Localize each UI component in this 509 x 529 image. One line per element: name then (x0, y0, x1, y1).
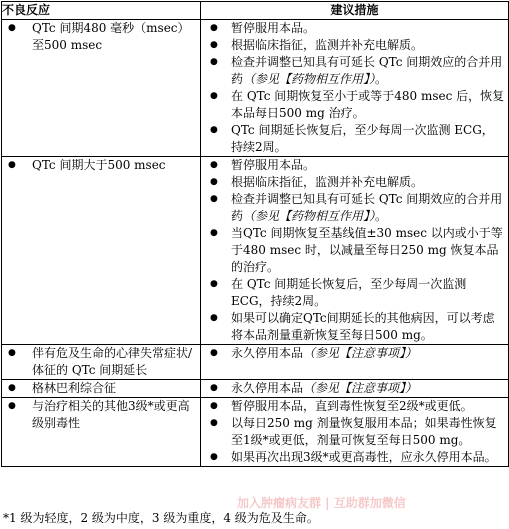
table-row (2, 20, 509, 157)
action-text: 检查并调整已知具有可延长 QTc 间期效应的合并用药 (231, 192, 503, 223)
adverse-reaction-text: ● QTc 间期480 毫秒（msec）至500 msec (2, 20, 200, 54)
action-item (201, 54, 508, 88)
recommended-action-cell (201, 345, 509, 380)
action-text: 根据临床指征，监测并补充电解质。 (231, 175, 424, 189)
adverse-reaction-cell (2, 380, 201, 398)
recommended-action-cell (201, 157, 509, 345)
adverse-reaction-cell (2, 345, 201, 380)
cross-reference: （参见【注意事项】） (303, 381, 418, 395)
footnote: *1 级为轻度，2 级为中度，3 级为重度，4 级为危及生命。 (3, 511, 319, 525)
table-row (2, 345, 509, 380)
adverse-reaction-cell (2, 398, 201, 467)
action-item (201, 380, 508, 397)
adverse-reaction-cell (2, 20, 201, 157)
cross-reference: （参见【药物相互作用】） (243, 209, 376, 223)
table-row (2, 157, 509, 345)
action-item (201, 449, 508, 466)
action-item (201, 157, 508, 174)
action-text: 检查并调整已知具有可延长 QTc 间期效应的合并用药 (231, 55, 503, 86)
adverse-reaction-text: ● QTc 间期大于500 msec (2, 157, 200, 174)
cross-reference: （参见【药物相互作用】） (243, 72, 376, 86)
recommended-action-cell (201, 398, 509, 467)
action-text: 当QTc 间期恢复至基线值±30 msec 以内或小于等于480 msec 时，以减量至每日250 mg 恢复本品的治疗。 (231, 226, 503, 274)
cross-reference: （参见【注意事项】） (303, 346, 418, 360)
action-item (201, 415, 508, 449)
table-row (2, 398, 509, 467)
action-text: 如果再次出现3级*或更高毒性，应永久停用本品。 (231, 450, 497, 464)
action-item (201, 191, 508, 225)
action-text: 暂停服用本品，直到毒性恢复至2级*或更低。 (231, 399, 473, 413)
action-item (201, 20, 508, 37)
action-text: 暂停服用本品。 (231, 21, 316, 35)
action-item (201, 225, 508, 276)
action-text-end: 。 (375, 72, 388, 86)
action-text: 在 QTc 间期延长恢复后，至少每周一次监测 ECG，持续2周。 (231, 277, 467, 308)
recommended-action-cell (201, 380, 509, 398)
watermark-text: 加入肿瘤病友群 | 互助群加微信 (237, 496, 406, 510)
action-item (201, 310, 508, 344)
header-recommended-action: 建议措施 (201, 2, 509, 20)
action-text: 永久停用本品 (231, 346, 304, 360)
action-item (201, 88, 508, 122)
adverse-reaction-text: ● 与治疗相关的其他3级*或更高级别毒性 (2, 398, 200, 432)
action-text: 根据临床指征，监测并补充电解质。 (231, 38, 424, 52)
action-text-end: 。 (375, 209, 388, 223)
adverse-reaction-text: ● 格林巴利综合征 (2, 380, 200, 397)
adverse-reaction-cell (2, 157, 201, 345)
action-text: QTc 间期延长恢复后，至少每周一次监测 ECG，持续2周。 (231, 123, 494, 154)
action-text: 在 QTc 间期恢复至小于或等于480 msec 后，恢复本品每日500 mg 治疗。 (231, 89, 505, 120)
action-item (201, 345, 508, 362)
action-item (201, 37, 508, 54)
dose-adjustment-table (1, 1, 509, 467)
action-text: 暂停服用本品。 (231, 158, 316, 172)
recommended-action-cell (201, 20, 509, 157)
table-header-row (2, 2, 509, 20)
table-row (2, 380, 509, 398)
action-text: 永久停用本品 (231, 381, 304, 395)
action-item (201, 174, 508, 191)
adverse-reaction-text: ● 伴有危及生命的心律失常症状/体征的 QTc 间期延长 (2, 345, 200, 379)
action-item (201, 122, 508, 156)
header-adverse-reaction: 不良反应 (2, 2, 201, 20)
action-text: 如果可以确定QTc间期延长的其他病因，可以考虑将本品剂量重新恢复至每日500 mg。 (231, 311, 495, 342)
action-text: 以每日250 mg 剂量恢复服用本品；如果毒性恢复至1级*或更低，剂量可恢复至每日500 mg。 (231, 416, 497, 447)
action-item (201, 276, 508, 310)
action-item (201, 398, 508, 415)
